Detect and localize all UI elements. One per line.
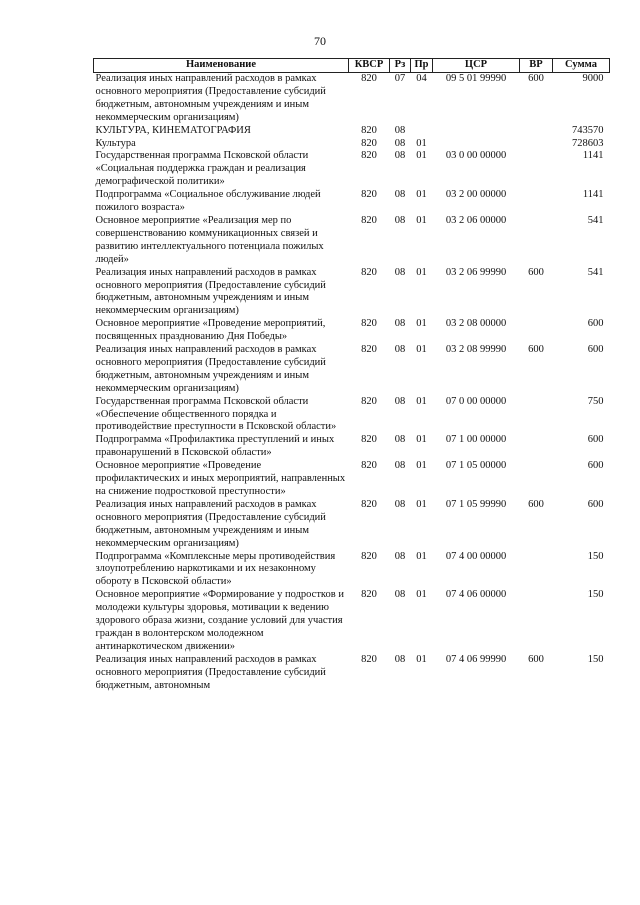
table-row	[94, 396, 610, 435]
cell-vr	[520, 434, 553, 460]
cell-rz: 08	[394, 189, 406, 201]
cell-sum: 600	[587, 460, 604, 472]
cell-pr: 01	[416, 589, 427, 601]
cell-sum: 600	[587, 344, 604, 356]
table-row	[94, 189, 610, 215]
cell-rz: 08	[394, 653, 406, 665]
cell-pr: 01	[416, 137, 427, 149]
cell-rz: 08	[394, 318, 406, 330]
table-row	[94, 499, 610, 551]
cell-vr: 600	[528, 73, 544, 84]
cell-kvsr: 820	[361, 150, 377, 162]
cell-csr: 09 5 01 99990	[445, 73, 507, 84]
header-name: Наименование	[94, 59, 349, 73]
cell-csr: 03 2 08 00000	[445, 318, 507, 330]
cell-sum: 9000	[582, 73, 604, 84]
cell-rz: 08	[394, 395, 406, 407]
cell-vr	[520, 460, 553, 499]
cell-name: Основное мероприятие «Формирование у подростков и молодежи культуры здоровья, мотивации к ведению здорового образа жизни, создание условий для участия граждан в волонтерском молодежном антинаркотическом движении»	[95, 589, 344, 652]
page-number: 70	[314, 34, 326, 48]
cell-csr: 07 0 00 00000	[445, 395, 507, 407]
table-row	[94, 215, 610, 267]
cell-name: Реализация иных направлений расходов в рамках основного мероприятия (Предоставление субсидий бюджетным, автономным учреждениям и иным некоммерческим организациям)	[95, 73, 326, 123]
cell-vr	[520, 138, 553, 151]
cell-sum: 750	[587, 395, 604, 407]
cell-vr	[520, 551, 553, 590]
cell-csr: 07 4 06 99990	[445, 653, 507, 665]
table-row	[94, 434, 610, 460]
header-kvsr: КВСР	[349, 59, 390, 73]
cell-sum: 600	[587, 498, 604, 510]
cell-csr: 03 2 00 00000	[445, 189, 507, 201]
cell-kvsr: 820	[361, 653, 377, 665]
cell-kvsr: 820	[361, 498, 377, 510]
cell-csr	[433, 138, 520, 151]
cell-name: Основное мероприятие «Реализация мер по совершенствованию коммуникационных связей и развитию интеллектуального потенциала пожилых людей»	[95, 214, 324, 265]
cell-vr: 600	[528, 266, 544, 278]
cell-name: Государственная программа Псковской области «Социальная поддержка граждан и реализация демографической политики»	[95, 150, 309, 188]
cell-csr: 03 2 06 99990	[445, 266, 507, 278]
cell-name: Подпрограмма «Социальное обслуживание людей пожилого возраста»	[95, 189, 321, 214]
cell-vr	[520, 189, 553, 215]
cell-pr: 01	[416, 150, 427, 162]
table-row	[94, 138, 610, 151]
cell-csr: 03 0 00 00000	[445, 150, 507, 162]
cell-rz: 08	[394, 550, 406, 562]
cell-name: Реализация иных направлений расходов в рамках основного мероприятия (Предоставление субсидий бюджетным, автономным	[95, 653, 326, 691]
cell-pr: 01	[416, 395, 427, 407]
cell-vr: 600	[528, 498, 544, 510]
cell-kvsr: 820	[361, 266, 377, 278]
cell-sum: 1141	[582, 150, 604, 162]
cell-sum: 150	[587, 653, 604, 665]
cell-pr: 01	[416, 434, 427, 446]
cell-csr: 07 4 06 00000	[445, 589, 507, 601]
cell-rz: 08	[394, 498, 406, 510]
cell-vr	[520, 150, 553, 189]
header-vr: ВР	[520, 59, 553, 73]
cell-pr: 01	[416, 550, 427, 562]
cell-rz: 08	[394, 589, 406, 601]
table-header-row	[94, 59, 610, 73]
cell-name: КУЛЬТУРА, КИНЕМАТОГРАФИЯ	[95, 124, 251, 136]
cell-name: Подпрограмма «Комплексные меры противодействия злоупотреблению наркотиками и их незаконному обороту в Псковской области»	[95, 550, 336, 588]
cell-sum: 728603	[572, 137, 604, 149]
cell-sum: 1141	[582, 189, 604, 201]
cell-rz: 08	[394, 434, 406, 446]
table-row	[94, 654, 610, 693]
cell-pr: 01	[416, 344, 427, 356]
cell-name: Основное мероприятие «Проведение профилактических и иных мероприятий, направленных на снижение подростковой преступности»	[95, 460, 346, 497]
cell-name: Основное мероприятие «Проведение мероприятий, посвященных празднованию Дня Победы»	[95, 318, 326, 343]
cell-sum: 150	[587, 589, 604, 601]
cell-name: Реализация иных направлений расходов в рамках основного мероприятия (Предоставление субсидий бюджетным, автономным учреждениям и иным некоммерческим организациям)	[95, 498, 326, 549]
cell-kvsr: 820	[361, 460, 377, 472]
cell-csr: 07 1 05 00000	[445, 460, 507, 472]
header-pr: Пр	[411, 59, 433, 73]
cell-sum: 600	[587, 318, 604, 330]
table-row	[94, 125, 610, 138]
table-row	[94, 267, 610, 319]
cell-rz: 08	[394, 266, 406, 278]
cell-vr	[520, 318, 553, 344]
cell-name: Культура	[95, 137, 136, 149]
cell-vr: 600	[528, 344, 544, 356]
table-row	[94, 150, 610, 189]
cell-vr	[520, 215, 553, 267]
cell-csr: 03 2 06 00000	[445, 214, 507, 226]
cell-csr: 03 2 08 99990	[445, 344, 507, 356]
header-rz: Рз	[390, 59, 411, 73]
table-row	[94, 318, 610, 344]
cell-kvsr: 820	[361, 214, 377, 226]
cell-pr: 01	[416, 460, 427, 472]
cell-sum: 541	[587, 214, 604, 226]
cell-kvsr: 820	[361, 318, 377, 330]
cell-pr: 01	[416, 266, 427, 278]
cell-rz: 08	[394, 124, 406, 136]
cell-rz: 08	[394, 214, 406, 226]
table-row	[94, 551, 610, 590]
cell-kvsr: 820	[361, 189, 377, 201]
cell-vr	[520, 589, 553, 654]
cell-rz: 07	[394, 73, 406, 84]
cell-kvsr: 820	[361, 344, 377, 356]
cell-csr: 07 1 05 99990	[445, 498, 507, 510]
cell-kvsr: 820	[361, 589, 377, 601]
header-csr: ЦСР	[433, 59, 520, 73]
cell-sum: 743570	[572, 124, 604, 136]
cell-pr: 01	[416, 214, 427, 226]
cell-csr: 07 1 00 00000	[445, 434, 507, 446]
cell-rz: 08	[394, 150, 406, 162]
cell-rz: 08	[394, 137, 406, 149]
cell-sum: 541	[587, 266, 604, 278]
cell-vr: 600	[528, 653, 544, 665]
cell-kvsr: 820	[361, 73, 377, 84]
cell-kvsr: 820	[361, 137, 377, 149]
cell-name: Подпрограмма «Профилактика преступлений и иных правонарушений в Псковской области»	[95, 434, 335, 459]
header-sum: Сумма	[553, 59, 610, 73]
cell-pr: 01	[416, 318, 427, 330]
cell-rz: 08	[394, 344, 406, 356]
cell-name: Реализация иных направлений расходов в рамках основного мероприятия (Предоставление субсидий бюджетным, автономным учреждениям и иным некоммерческим организациям)	[95, 266, 326, 317]
table-row	[94, 344, 610, 396]
cell-sum: 600	[587, 434, 604, 446]
cell-sum: 150	[587, 550, 604, 562]
cell-kvsr: 820	[361, 395, 377, 407]
cell-csr	[433, 125, 520, 138]
cell-kvsr: 820	[361, 124, 377, 136]
cell-vr	[520, 125, 553, 138]
cell-name: Реализация иных направлений расходов в рамках основного мероприятия (Предоставление субсидий бюджетным, автономным учреждениям и иным некоммерческим организациям)	[95, 344, 326, 394]
cell-kvsr: 820	[361, 550, 377, 562]
cell-pr: 01	[416, 498, 427, 510]
cell-pr: 01	[416, 653, 427, 665]
table-row	[94, 460, 610, 499]
cell-kvsr: 820	[361, 434, 377, 446]
cell-pr	[411, 125, 433, 138]
table-row	[94, 73, 610, 125]
table-row	[94, 589, 610, 654]
cell-name: Государственная программа Псковской области «Обеспечение общественного порядка и противодействие преступности в Псковской области»	[95, 395, 337, 433]
cell-rz: 08	[394, 460, 406, 472]
budget-table	[93, 58, 610, 693]
cell-vr	[520, 396, 553, 435]
cell-pr: 04	[416, 73, 427, 84]
cell-pr: 01	[416, 189, 427, 201]
cell-csr: 07 4 00 00000	[445, 550, 507, 562]
